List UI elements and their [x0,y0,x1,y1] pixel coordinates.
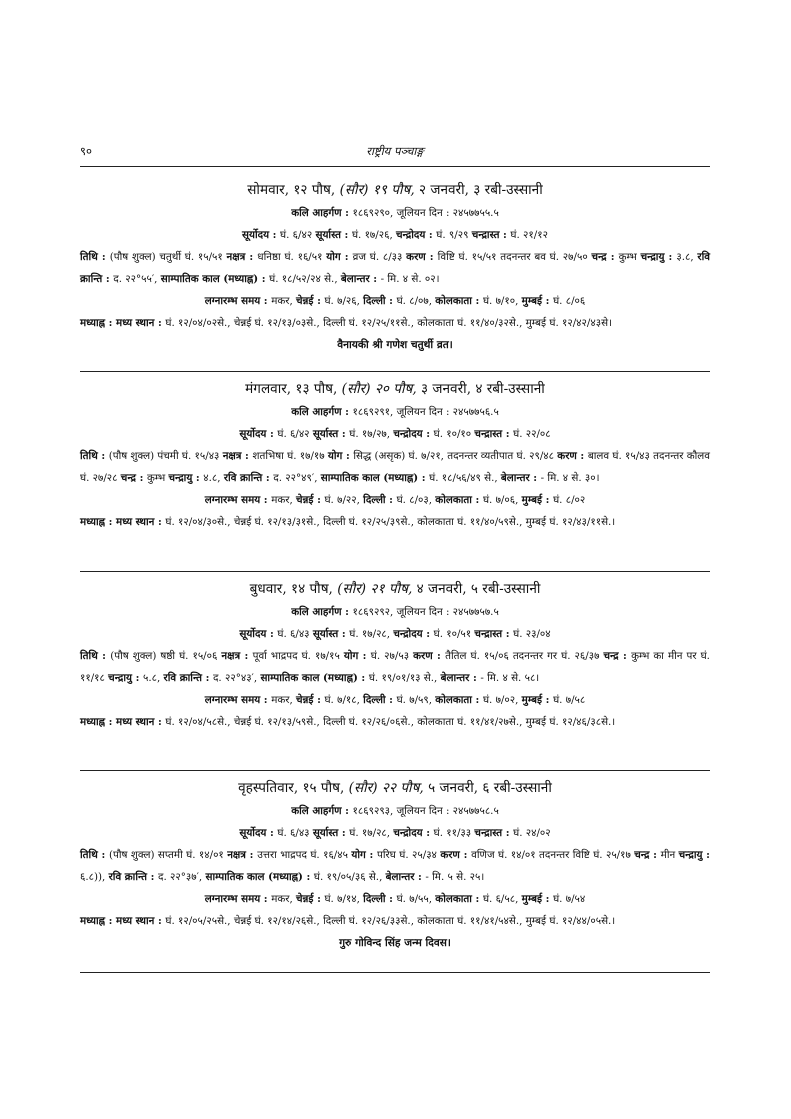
field-value: घं. ७/२२, [324,494,364,506]
field-value: - मि. ४ से. ५८। [480,672,540,684]
field-label: चेन्नई : [296,295,325,307]
field-label: बेलान्तर : [440,672,481,684]
day-divider [80,770,710,771]
field-label: चन्द्रायु : [168,472,204,484]
field-value: घं. ७/५५, [396,893,436,905]
lagna-times [80,489,710,511]
lagna-times [80,888,710,910]
sun-moon-times: सूर्योदय : घं. ६/४२ सूर्यास्त : घं. १७/२६, चन्द्रोदय : घं. ९/२९ चन्द्रास्त : घं. २१/१२ [242,229,548,241]
field-value: घं. ७/५९, [396,694,436,706]
field-value: घं. ८/०२ [553,494,586,506]
field-label: तिथि : [80,251,110,263]
field-value: द. २२°३७′, [158,871,206,883]
field-label: कोलकाता : [435,295,483,307]
field-label: चन्द्रायु : [678,849,710,861]
field-label: चेन्नई : [296,694,325,706]
field-label: करण : [440,849,472,861]
field-value: ६.८)), [80,871,109,883]
field-label: चेन्नई : [296,494,325,506]
sun-moon-times: सूर्योदय : घं. ६/४२ सूर्यास्त : घं. १७/२७, चन्द्रोदय : घं. १०/१० चन्द्रास्त : घं. २२/०८ [239,428,551,440]
field-label: बेलान्तर : [340,273,381,285]
field-value: घं. ६/५८, [482,893,522,905]
day-block-2 [80,377,710,533]
field-value: घं. १२/०५/२५से., चेन्नई घं. १२/१४/२६से., दिल्ली घं. १२/२६/३३से., कोलकाता घं. ११/४१/५४से., मुम्बई घं. १२/४४/०५से.। [165,915,616,927]
day-title: वृहस्पतिवार, १५ पौष, (सौर) २२ पौष, ५ जनवरी, ६ रबी-उस्सानी [238,780,552,796]
field-value: तैतिल घं. १५/०६ तदनन्तर गर घं. २६/३७ [445,650,604,662]
field-label: नक्षत्र : [227,849,258,861]
madhyahna-times [80,910,710,932]
field-value: घं. १८/५२/२४ से., [269,273,341,285]
field-value: घं. १८/५६/४९ से., [429,472,501,484]
field-label: कोलकाता : [435,694,483,706]
field-value: मीन [660,849,679,861]
field-value: घं. ७/२६, [324,295,364,307]
field-value: मकर, [271,694,297,706]
field-label: मध्याह्न : मध्य स्थान : [80,716,166,728]
page-bottom-rule [80,972,710,973]
field-value: घं. १२/०४/०२से., चेन्नई घं. १२/१३/०३से., दिल्ली घं. १२/२५/११से., कोलकाता घं. ११/४०/३२से., मुम्बई घं. १२/४२/४३से। [165,317,612,329]
field-label: लग्नारम्भ समय : [204,295,272,307]
field-value: परिघ घं. २५/३४ [377,849,441,861]
field-value: घं. ७/१४, [324,893,364,905]
field-label: दिल्ली : [363,694,397,706]
field-value: (पौष शुक्ल) षष्ठी घं. १५/०६ [110,650,222,662]
madhyahna-times [80,511,710,533]
field-label: साम्पातिक काल (मध्याह्न) : [160,273,270,285]
field-label: मध्याह्न : मध्य स्थान : [80,516,166,528]
field-value: घं. ७/१८, [324,694,364,706]
lagna-times [80,290,710,312]
panchang-details [80,844,710,888]
field-label: कोलकाता : [435,494,483,506]
panchang-details [80,645,710,689]
field-label: चन्द्र : [591,251,619,263]
day-title: बुधवार, १४ पौष, (सौर) २१ पौष, ४ जनवरी, ५ रबी-उस्सानी [249,581,541,597]
field-value: शतभिषा घं. १७/१७ [252,450,328,462]
field-value: घं. १२/०४/५८से., चेन्नई घं. १२/१३/५९से., दिल्ली घं. १२/२६/०६से., कोलकाता घं. ११/४१/२७से., मुम्बई घं. १२/४६/३८से.। [165,716,616,728]
field-label: नक्षत्र : [222,450,253,462]
field-label: मुम्बई : [521,295,554,307]
field-label: योग : [351,849,378,861]
festival-note: वैनायकी श्री गणेश चतुर्थी व्रत। [337,339,453,351]
field-label: चन्द्रायु : [108,672,143,684]
day-divider [80,571,710,572]
field-label: चन्द्र : [634,849,661,861]
field-label: तिथि : [80,450,109,462]
field-value: घं. ८/०७, [396,295,436,307]
day-block-1 [80,178,710,356]
field-value: घं. ७/०६, [482,494,522,506]
panchang-details [80,246,710,290]
field-value: बालव घं. १५/४३ तदनन्तर कौलव घं. २७/२८ [80,450,711,484]
madhyahna-times [80,711,710,733]
page-header [80,144,710,166]
field-label: नक्षत्र : [221,650,253,662]
field-label: साम्पातिक काल (मध्याह्न) : [320,472,430,484]
field-value: मकर, [271,295,297,307]
field-label: रवि क्रान्ति : [163,672,213,684]
field-value: द. २२°४९′, [273,472,321,484]
day-block-3 [80,577,710,733]
field-value: कुम्भ का मीन पर घं. ११/१८ [80,650,710,684]
field-value: घं. ७/५८ [553,694,586,706]
field-label: बेलान्तर : [385,871,426,883]
field-label: करण : [406,251,438,263]
field-value: - मि. ४ से. ०२। [380,273,440,285]
field-label: दिल्ली : [363,494,397,506]
field-value: वणिज घं. १४/०१ तदनन्तर विष्टि घं. २५/१७ [471,849,635,861]
field-label: चन्द्र : [603,650,632,662]
running-title: राष्ट्रीय पञ्चाङ्ग [366,144,424,158]
field-value: घं. १९/०५/३६ से., [313,871,386,883]
day-title: सोमवार, १२ पौष, (सौर) १९ पौष, २ जनवरी, ३ रबी-उस्सानी [247,182,543,198]
day-block-4 [80,776,710,954]
field-value: धनिष्ठा घं. १६/५१ [257,251,327,263]
field-label: रवि क्रान्ति : [80,251,710,285]
page-number: ९० [80,144,92,158]
field-label: रवि क्रान्ति : [108,871,159,883]
field-value: ३.८, [676,251,698,263]
kali-ahargana: कलि आहर्गण : १८६९२९१, जूलियन दिन : २४५७७५६.५ [291,406,499,418]
field-label: तिथि : [80,849,110,861]
field-value: (पौष शुक्ल) चतुर्थी घं. १५/५१ [109,251,227,263]
field-label: योग : [326,251,353,263]
field-value: घं. २७/५३ [370,650,414,662]
field-label: रवि क्रान्ति : [223,472,274,484]
field-label: लग्नारम्भ समय : [204,694,272,706]
field-value: घं. ७/५४ [553,893,586,905]
field-label: मुम्बई : [521,494,554,506]
madhyahna-times [80,312,710,334]
field-label: योग : [327,450,354,462]
field-value: ५.८, [142,672,164,684]
field-label: करण : [557,450,588,462]
field-label: योग : [343,650,371,662]
day-title: मंगलवार, १३ पौष, (सौर) २० पौष, ३ जनवरी, ४ रबी-उस्सानी [245,381,545,397]
panchang-details [80,445,710,489]
kali-ahargana: कलि आहर्गण : १८६९२९०, जूलियन दिन : २४५७७५५.५ [291,207,499,219]
field-label: मध्याह्न : मध्य स्थान : [80,317,166,329]
field-label: लग्नारम्भ समय : [204,893,272,905]
field-value: द. २२°४३′, [212,672,261,684]
field-label: मुम्बई : [521,893,554,905]
field-label: करण : [413,650,446,662]
field-value: (पौष शुक्ल) पंचमी घं. १५/४३ [108,450,223,462]
field-label: नक्षत्र : [226,251,258,263]
field-label: मध्याह्न : मध्य स्थान : [80,915,166,927]
field-label: चन्द्रायु : [640,251,677,263]
festival-note: गुरु गोविन्द सिंह जन्म दिवस। [339,937,451,949]
field-label: दिल्ली : [363,893,397,905]
field-value: सिद्ध (असृक) घं. ७/२१, तदनन्तर व्यतीपात घं. २९/४८ [353,450,558,462]
field-label: साम्पातिक काल (मध्याह्न) : [260,672,369,684]
field-label: चेन्नई : [296,893,325,905]
kali-ahargana: कलि आहर्गण : १८६९२९३, जूलियन दिन : २४५७७५८.५ [291,805,499,817]
field-value: (पौष शुक्ल) सप्तमी घं. १४/०१ [109,849,228,861]
field-value: - मि. ४ से. ३०। [540,472,600,484]
field-value: विष्टि घं. १५/५१ तदनन्तर बव घं. २७/५० [437,251,592,263]
field-value: घं. १९/०१/१३ से., [368,672,441,684]
field-label: कोलकाता : [435,893,483,905]
field-value: मकर, [271,494,297,506]
kali-ahargana: कलि आहर्गण : १८६९२९२, जूलियन दिन : २४५७७५७.५ [291,606,499,618]
sun-moon-times: सूर्योदय : घं. ६/४३ सूर्यास्त : घं. १७/२८, चन्द्रोदय : घं. १०/५१ चन्द्रास्त : घं. २३/०४ [239,628,551,640]
field-label: लग्नारम्भ समय : [204,494,272,506]
field-label: मुम्बई : [521,694,554,706]
field-label: चन्द्र : [120,472,147,484]
field-value: कुम्भ [146,472,169,484]
field-label: बेलान्तर : [500,472,541,484]
field-label: साम्पातिक काल (मध्याह्न) : [205,871,314,883]
lagna-times [80,689,710,711]
field-value: कुम्भ [618,251,641,263]
field-value: ४.८, [203,472,224,484]
field-value: पूर्वा भाद्रपद घं. १७/१५ [252,650,344,662]
field-value: द. २२°५५′, [113,273,161,285]
field-value: घं. ८/०६ [553,295,586,307]
field-value: - मि. ५ से. २५। [425,871,485,883]
field-value: घं. ७/१०, [482,295,522,307]
sun-moon-times: सूर्योदय : घं. ६/४३ सूर्यास्त : घं. १७/२८, चन्द्रोदय : घं. ११/३३ चन्द्रास्त : घं. २४/०२ [239,827,551,839]
day-divider [80,371,710,372]
field-value: घं. १२/०४/३०से., चेन्नई घं. १२/१३/३१से., दिल्ली घं. १२/२५/३९से., कोलकाता घं. ११/४०/५९से., मुम्बई घं. १२/४३/११से.। [165,516,616,528]
field-value: घं. ७/०२, [482,694,522,706]
field-value: घं. ८/०३, [396,494,436,506]
header-rule [80,166,710,167]
field-label: दिल्ली : [363,295,397,307]
field-value: व्रज घं. ८/३३ [352,251,407,263]
field-value: मकर, [271,893,297,905]
field-label: तिथि : [80,650,111,662]
field-value: उत्तरा भाद्रपद घं. १६/४५ [257,849,352,861]
